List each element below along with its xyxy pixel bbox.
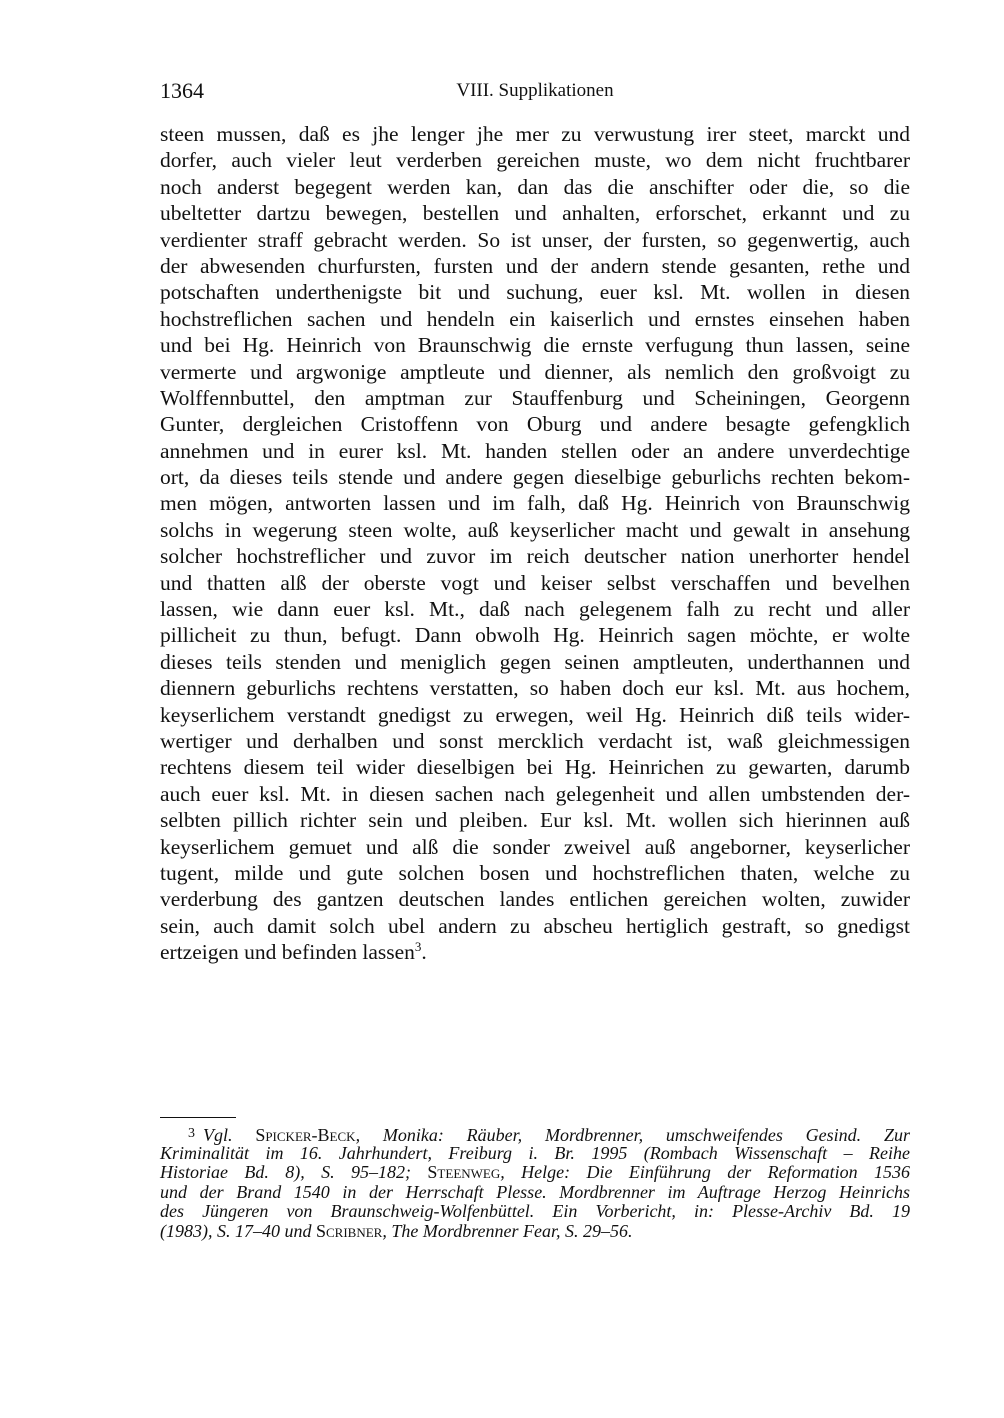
text-line: solcher hochstreflicher und zuvor im reich deutscher nation unerhorter hendel	[160, 544, 910, 569]
footnote-line: und der Brand 1540 in der Herrschaft Plesse. Mordbrenner im Auftrage Herzog Heinrichs	[160, 1181, 910, 1202]
footnote-line: des Jüngeren von Braunschweig-Wolfenbüttel. Ein Vorbericht, in: Plesse-Archiv Bd. 19	[160, 1201, 910, 1222]
text-line: auch euer ksl. Mt. in diesen sachen nach gelegenheit und allen umbstenden der-	[160, 781, 910, 806]
footnote-author: Spicker-Beck	[255, 1125, 356, 1145]
text-line: keyserlichem verstandt gnedigst zu erwegen, weil Hg. Heinrich diß teils wider-	[160, 702, 910, 727]
text-line: verdienter straff gebracht werden. So ist unser, der fursten, so gegenwertig, auch	[160, 227, 910, 252]
footnote-3	[160, 1124, 910, 1242]
text-line: diennern geburlichs rechtens verstatten, so haben doch eur ksl. Mt. aus hochem,	[160, 676, 910, 701]
text-line: verderbung des gantzen deutschen landes entlichen gereichen wolten, zuwider	[160, 887, 910, 912]
text-line: men mögen, antworten lassen und im falh, daß Hg. Heinrich von Braunschwig	[160, 491, 910, 516]
footnote-text: , Monika: Räuber, Mordbrenner, umschweifendes Gesind. Zur	[355, 1125, 910, 1145]
footnote-separator	[160, 1117, 236, 1118]
footnote-line	[160, 1163, 910, 1183]
footnote-line	[160, 1222, 910, 1242]
text-line: pillicheit zu thun, befugt. Dann obwolh Hg. Heinrich sagen möchte, er wolte	[160, 623, 910, 648]
footnote-line	[160, 1124, 910, 1144]
footnote-text: , Helge: Die Einführung der Reformation 1536	[500, 1162, 911, 1183]
text-line: ort, da dieses teils stende und andere gegen dieselbige geburlichs rechten bekom-	[160, 465, 910, 490]
text-line-last: ertzeigen und befinden lassen$^3$.	[160, 939, 427, 965]
footnote-text: Vgl.	[203, 1125, 233, 1145]
text-line: keyserlichem gemuet und alß die sonder zweivel auß angeborner, keyserlicher	[160, 834, 910, 859]
footnote-number: 3	[188, 1126, 195, 1141]
text-line: potschaften underthenigste bit und suchung, euer ksl. Mt. wollen in diesen	[160, 280, 910, 305]
text-line: wertiger und derhalben und sonst mercklich verdacht ist, waß gleichmessigen	[160, 728, 910, 753]
text-line: dieses teils stenden und meniglich gegen seinen amptleuten, underthannen und	[160, 649, 910, 674]
page-number: 1364	[160, 78, 204, 103]
text-line: hochstreflichen sachen und hendeln ein kaiserlich und ernstes einsehen haben	[160, 306, 910, 331]
footnote-author: Steenweg	[427, 1162, 501, 1183]
footnote-author: Scribner	[316, 1220, 383, 1241]
text-line: sein, auch damit solch ubel andern zu abscheu hertiglich gestraft, so gnedigst	[160, 913, 910, 938]
text-line: ubeltetter dartzu bewegen, bestellen und anhalten, erforschet, erkannt und zu	[160, 201, 910, 226]
text-line: lassen, wie dann euer ksl. Mt., daß nach gelegenem falh zu recht und aller	[160, 597, 910, 622]
running-title: VIII. Supplikationen	[456, 80, 614, 101]
page-header	[160, 78, 910, 108]
footnote-line: Kriminalität im 16. Jahrhundert, Freiburg i. Br. 1995 (Rombach Wissenschaft – Reihe	[160, 1142, 910, 1163]
text-line: vermerte und argwonige amptleute und dienner, als nemlich den großvoigt zu	[160, 359, 910, 384]
text-line: steen mussen, daß es jhe lenger jhe mer zu verwustung irer steet, marckt und	[160, 122, 910, 146]
footnote-text: (1983), S. 17–40 und	[160, 1220, 312, 1241]
text-line: dorfer, auch vieler leut verderben gereichen muste, wo dem nicht fruchtbarer	[160, 148, 910, 173]
text-line: rechtens diesem teil wider dieselbigen bei Hg. Heinrichen zu gewarten, darumb	[160, 755, 910, 780]
body-text	[160, 121, 910, 966]
text-line: tugent, milde und gute solchen bosen und hochstreflichen thaten, welche zu	[160, 860, 910, 885]
footnote-text: , The Mordbrenner Fear, S. 29–56.	[382, 1220, 633, 1241]
text-line: Gunter, dergleichen Cristoffenn von Oburg und andere besagte gefengklich	[160, 412, 910, 437]
text-line: Wolffennbuttel, den amptman zur Stauffenburg und Scheiningen, Georgenn	[160, 385, 910, 410]
footnote-reference[interactable]: 3	[414, 939, 422, 955]
footnote-text: Historiae Bd. 8), S. 95–182;	[160, 1162, 412, 1183]
text-line: selbten pillich richter sein und pleiben. Eur ksl. Mt. wollen sich hierinnen auß	[160, 808, 910, 833]
text-line: annehmen und in eurer ksl. Mt. handen stellen oder an andere unverdechtige	[160, 438, 910, 463]
text-line: noch anderst begegent werden kan, dan das die anschifter oder die, so die	[160, 174, 910, 199]
text-line: der abwesenden churfursten, fursten und der andern stende gesanten, rethe und	[160, 253, 910, 278]
text-line: und bei Hg. Heinrich von Braunschwig die ernste verfugung thun lassen, seine	[160, 333, 910, 358]
text-line: und thatten alß der oberste vogt und keiser selbst verschaffen und bevelhen	[160, 570, 910, 595]
text-line: solchs in wegerung steen wolte, auß keyserlicher macht und gewalt in ansehung	[160, 517, 910, 542]
text-line-content: ertzeigen und befinden lassen	[160, 940, 415, 965]
